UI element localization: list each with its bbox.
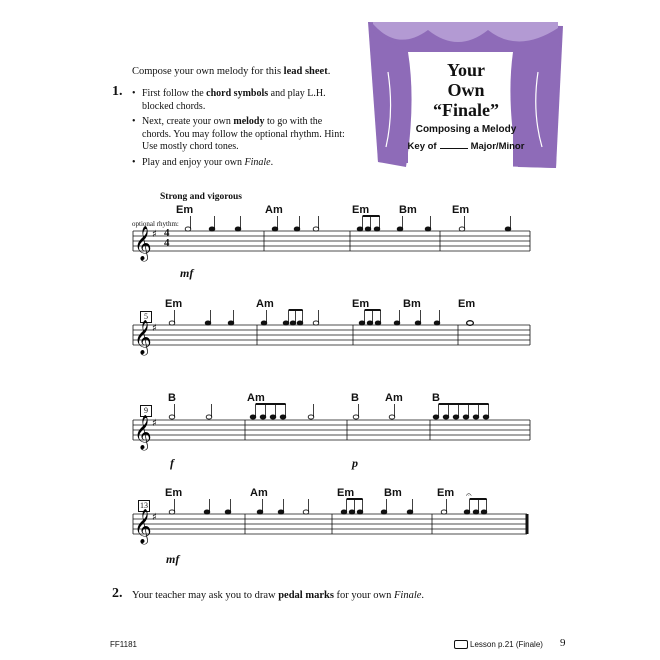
- rhythm-note: [250, 415, 256, 419]
- rhythm-note: [225, 510, 231, 514]
- rhythm-note: [303, 510, 309, 514]
- page-number: 9: [560, 637, 566, 649]
- rhythm-note: [357, 227, 363, 231]
- rhythm-note: [290, 321, 296, 325]
- chord-symbol: B: [168, 392, 176, 404]
- treble-clef-icon: 𝄞: [134, 226, 152, 261]
- rhythm-note: [169, 415, 175, 419]
- rhythm-note: [434, 321, 440, 325]
- book-icon: [454, 640, 468, 649]
- step2-text: Your teacher may ask you to draw pedal marks for your own Finale.: [132, 590, 425, 601]
- rhythm-note: [425, 227, 431, 231]
- rhythm-note: [357, 510, 363, 514]
- dynamic-marking: f: [170, 456, 174, 470]
- bullet-play: • Play and enjoy your own Finale.: [132, 157, 347, 170]
- sharp-icon: ♯: [152, 323, 157, 334]
- rhythm-note: [473, 510, 479, 514]
- rhythm-note: [257, 510, 263, 514]
- rhythm-note: [341, 510, 347, 514]
- rhythm-note: [261, 321, 267, 325]
- treble-clef-icon: 𝄞: [134, 320, 152, 355]
- rhythm-note: [374, 227, 380, 231]
- rhythm-note: [463, 415, 469, 419]
- rhythm-note: [280, 415, 286, 419]
- rhythm-note: [505, 227, 511, 231]
- chord-symbol: Em: [352, 204, 370, 216]
- rhythm-note: [443, 415, 449, 419]
- chord-symbol: Am: [247, 392, 265, 404]
- optional-rhythm-label: optional rhythm:: [132, 220, 179, 228]
- bullet-chords: • First follow the chord symbols and play L.H. blocked chords.: [132, 88, 347, 113]
- step-number-2: 2.: [112, 586, 123, 601]
- dynamic-marking: mf: [180, 266, 194, 280]
- bullet-melody: • Next, create your own melody to go with the chords. You may follow the optional rhythm. Hint: Use mostly chord tones.: [132, 116, 347, 154]
- fermata-icon: 𝄐: [466, 490, 472, 501]
- rhythm-note: [483, 415, 489, 419]
- rhythm-note: [389, 415, 395, 419]
- rhythm-note: [205, 321, 211, 325]
- rhythm-note: [297, 321, 303, 325]
- rhythm-note: [313, 227, 319, 231]
- chord-symbol: Em: [176, 204, 194, 216]
- sharp-icon: ♯: [152, 418, 157, 429]
- whole-note: [467, 321, 474, 326]
- rhythm-note: [278, 510, 284, 514]
- chord-symbol: Em: [352, 298, 370, 310]
- rhythm-note: [283, 321, 289, 325]
- rhythm-note: [365, 227, 371, 231]
- tempo-marking: Strong and vigorous: [160, 192, 243, 202]
- chord-symbol: Bm: [403, 298, 421, 310]
- chord-symbol: Em: [437, 487, 455, 499]
- rhythm-note: [235, 227, 241, 231]
- chord-symbol: B: [351, 392, 359, 404]
- rhythm-note: [169, 321, 175, 325]
- rhythm-note: [441, 510, 447, 514]
- treble-clef-icon: 𝄞: [134, 509, 152, 544]
- chord-symbol: Em: [452, 204, 470, 216]
- rhythm-note: [459, 227, 465, 231]
- rhythm-note: [169, 510, 175, 514]
- rhythm-note: [453, 415, 459, 419]
- rhythm-note: [394, 321, 400, 325]
- chord-symbol: Em: [165, 487, 183, 499]
- rhythm-note: [407, 510, 413, 514]
- rhythm-note: [397, 227, 403, 231]
- rhythm-note: [433, 415, 439, 419]
- sharp-icon: ♯: [152, 512, 157, 523]
- chord-symbol: Bm: [384, 487, 402, 499]
- time-signature: 4 4: [164, 227, 170, 249]
- footer-code: FF1181: [110, 640, 137, 649]
- dynamic-marking: mf: [166, 552, 180, 566]
- chord-symbol: Bm: [399, 204, 417, 216]
- activity-subtitle: Composing a Melody: [415, 124, 517, 135]
- chord-symbol: Em: [337, 487, 355, 499]
- sharp-icon: ♯: [152, 229, 157, 240]
- chord-symbol: Am: [250, 487, 268, 499]
- rhythm-note: [185, 227, 191, 231]
- rhythm-note: [270, 415, 276, 419]
- rhythm-note: [308, 415, 314, 419]
- rhythm-note: [359, 321, 365, 325]
- chord-symbol: Em: [458, 298, 476, 310]
- chord-symbol: Em: [165, 298, 183, 310]
- treble-clef-icon: 𝄞: [134, 415, 152, 450]
- measure-number: 5: [140, 311, 152, 323]
- rhythm-note: [415, 321, 421, 325]
- rhythm-note: [294, 227, 300, 231]
- intro-text: Compose your own melody for this lead sheet.: [132, 66, 331, 77]
- rhythm-note: [481, 510, 487, 514]
- rhythm-note: [260, 415, 266, 419]
- dynamic-marking: p: [352, 456, 358, 470]
- rhythm-note: [353, 415, 359, 419]
- rhythm-note: [206, 415, 212, 419]
- chord-symbol: B: [432, 392, 440, 404]
- rhythm-note: [367, 321, 373, 325]
- chord-symbol: Am: [265, 204, 283, 216]
- rhythm-note: [464, 510, 470, 514]
- chord-symbol: Am: [256, 298, 274, 310]
- rhythm-note: [313, 321, 319, 325]
- measure-number: 9: [140, 405, 152, 417]
- rhythm-note: [375, 321, 381, 325]
- chord-symbol: Am: [385, 392, 403, 404]
- activity-title-line2: Own: [447, 80, 485, 100]
- rhythm-note: [228, 321, 234, 325]
- rhythm-note: [349, 510, 355, 514]
- activity-title-line3: “Finale”: [433, 100, 499, 120]
- footer-lesson-ref: Lesson p.21 (Finale): [454, 640, 543, 649]
- rhythm-note: [272, 227, 278, 231]
- key-line: Key of Major/Minor: [407, 141, 525, 152]
- rhythm-note: [473, 415, 479, 419]
- rhythm-note: [381, 510, 387, 514]
- step-number-1: 1.: [112, 84, 123, 99]
- activity-title-line1: Your: [446, 60, 485, 80]
- measure-number: 13: [140, 501, 148, 510]
- rhythm-note: [204, 510, 210, 514]
- rhythm-note: [209, 227, 215, 231]
